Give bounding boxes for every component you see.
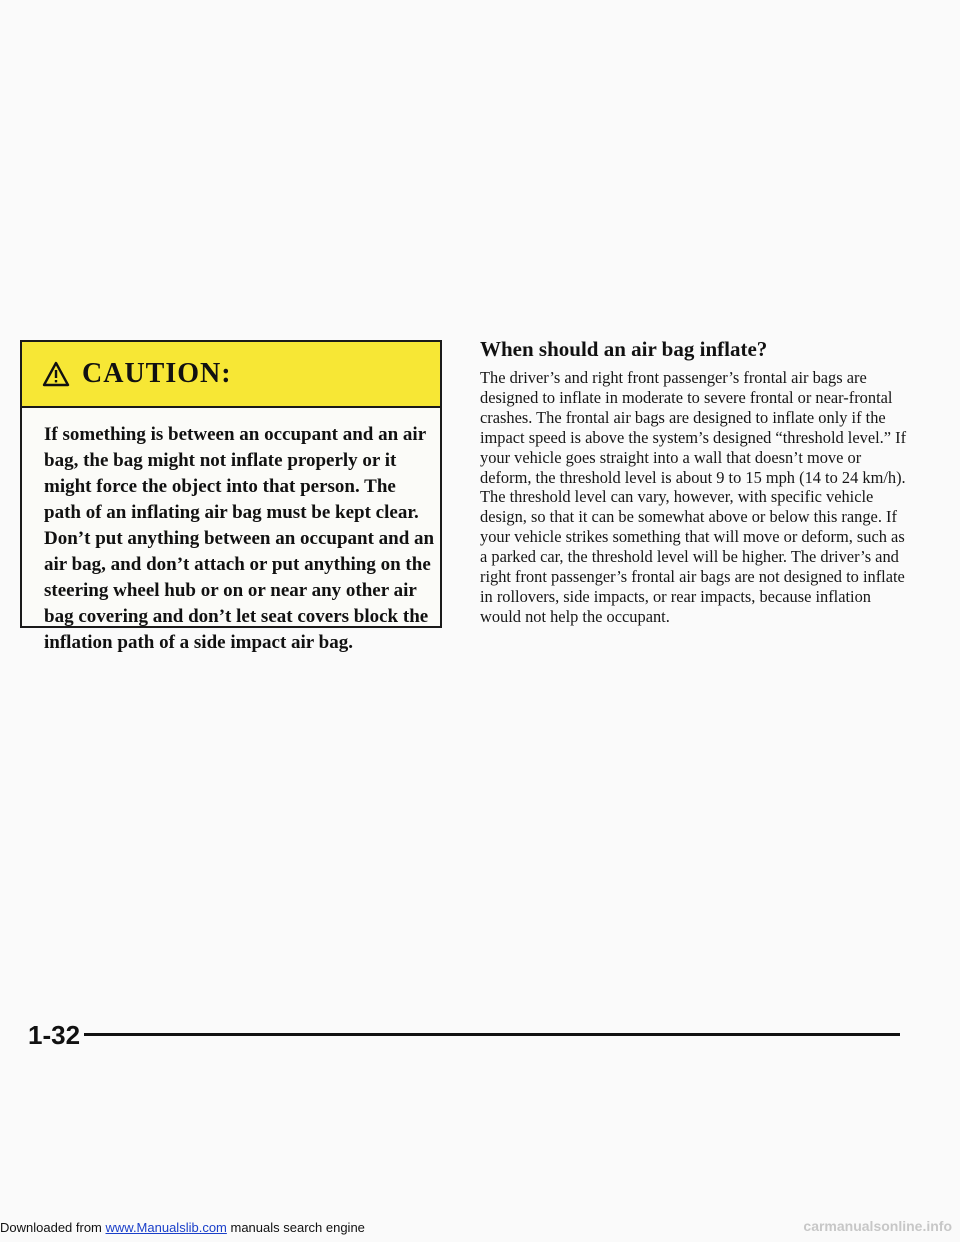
caution-title: CAUTION: — [82, 358, 232, 389]
caution-box — [20, 340, 442, 653]
section-body: The driver’s and right front passenger’s frontal air bags are designed to inflate in moderate to severe frontal or near-frontal crashes. The frontal air bags are designed to inflate only if the impact speed is above the system’s designed “threshold level.” If your vehicle goes straight into a wall that doesn’t move or deform, the threshold level is about 9 to 15 mph (14 to 24 km/h). The threshold level can vary, however, with specific vehicle design, so that it can be somewhat above or below this range. If your vehicle strikes something that will move or deform, such as a parked car, the threshold level will be higher. The driver’s and right front passenger’s frontal air bags are not designed to inflate in rollovers, side impacts, or rear impacts, because inflation would not help the occupant. — [480, 368, 907, 626]
page-number: 1-32 — [28, 1020, 81, 1050]
watermark-logo: carmanualsonline.info — [803, 1218, 952, 1234]
section-heading: When should an air bag inflate? — [480, 337, 768, 361]
download-banner — [0, 1220, 365, 1235]
caution-header — [22, 342, 440, 408]
caution-text: If something is between an occupant and an air bag, the bag might not inflate properly or it might force the object into that person. The path of an inflating air bag must be kept clear. Don’t put anything between an occupant and an air bag, and don’t attach or put anything on the steering wheel hub or on or near any other air bag covering and don’t let seat covers block the inflation path of a side impact air bag. — [44, 424, 435, 653]
banner-prefix: Downloaded from — [0, 1220, 106, 1235]
manualslib-link[interactable]: www.Manualslib.com — [105, 1220, 227, 1235]
banner-suffix: manuals search engine — [226, 1220, 365, 1235]
warning-triangle-icon — [42, 361, 70, 387]
footer-rule — [84, 1033, 900, 1036]
